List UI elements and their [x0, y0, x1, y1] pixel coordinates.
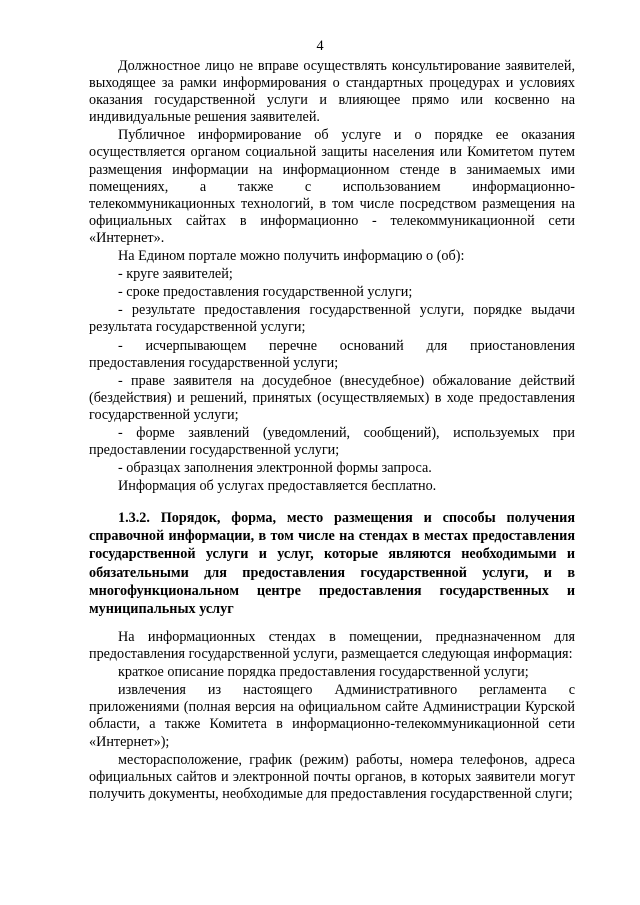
- page-number: 4: [316, 38, 324, 54]
- paragraph: Публичное информирование об услуге и о порядке ее оказания осуществляется органом социальной защиты населения или Комитетом путем размещения информации на информационном стенде в занимаемых ими помещениях, а также с использованием информационно-телекоммуникационных технологий, в том числе посредством размещения на официальных сайтах в информационно - телекоммуникационной сети «Интернет».: [89, 127, 575, 246]
- list-item: - круге заявителей;: [118, 266, 233, 283]
- paragraph: На Едином портале можно получить информацию о (об):: [118, 248, 465, 265]
- info-block: [89, 58, 575, 496]
- list-item: - образцах заполнения электронной формы запроса.: [118, 460, 432, 477]
- paragraph: Информация об услугах предоставляется бесплатно.: [118, 478, 437, 495]
- list-item: - исчерпывающем перечне оснований для приостановления предоставления государственной услуги;: [89, 337, 575, 371]
- paragraph: Должностное лицо не вправе осуществлять консультирование заявителей, выходящее за рамки информирования о стандартных процедурах и условиях оказания государственной услуги и влияющее прямо или косвенно на индивидуальные решения заявителей.: [89, 58, 575, 126]
- list-item: - сроке предоставления государственной услуги;: [118, 284, 413, 301]
- paragraph: извлечения из настоящего Административного регламента с приложениями (полная версия на официальном сайте Администрации Курской области, а также Комитета в информационно-телекоммуникационной сети «Интернет»);: [89, 682, 575, 750]
- list-item: - результате предоставления государственной услуги, порядке выдачи результата государственной услуги;: [89, 302, 575, 336]
- stand-info-block: [89, 629, 575, 804]
- list-item: - праве заявителя на досудебное (внесудебное) обжалование действий (бездействия) и решений, принятых (осуществляемых) в ходе предоставления государственной услуги;: [89, 372, 575, 423]
- paragraph: месторасположение, график (режим) работы, номера телефонов, адреса официальных сайтов и электронной почты органов, в которых заявители могут получить документы, необходимые для предоставления государственной слуги;: [89, 751, 575, 802]
- paragraph: краткое описание порядка предоставления государственной услуги;: [118, 664, 529, 681]
- paragraph: На информационных стендах в помещении, предназначенном для предоставления государственной услуги, размещается следующая информация:: [89, 629, 575, 663]
- section-heading: 1.3.2. Порядок, форма, место размещения и способы получения справочной информации, в том числе на стендах в местах предоставления государственной услуги и услуг, которые являются необходимыми и обязательными для предоставления государственной услуги, и в многофункциональном центре предоставления государственных и муниципальных услуг: [89, 510, 575, 618]
- list-item: - форме заявлений (уведомлений, сообщений), используемых при предоставлении государственной услуги;: [89, 424, 575, 459]
